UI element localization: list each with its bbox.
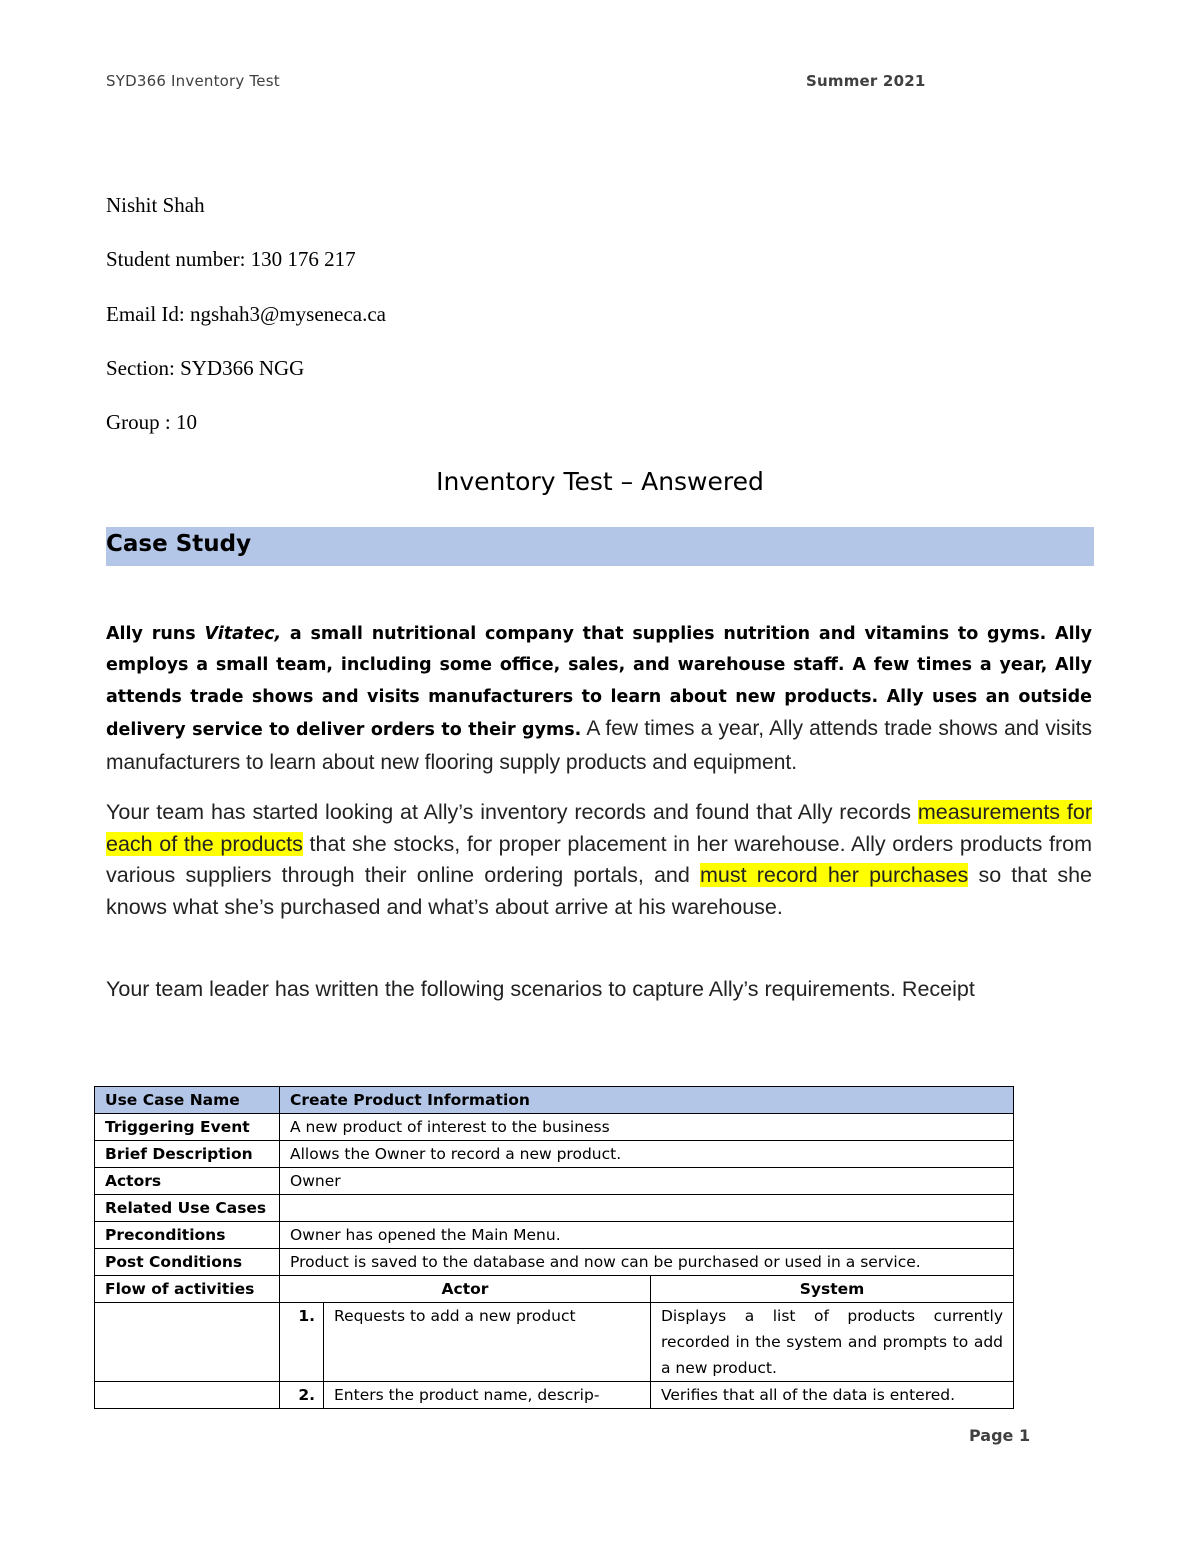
row-label: Preconditions — [95, 1222, 280, 1249]
case-study-paragraph-3: Your team leader has written the following scenarios to capture Ally’s requirements. Receipt — [106, 977, 975, 1001]
step-system: Verifies that all of the data is entered. — [651, 1382, 1014, 1409]
table-row — [95, 1249, 1014, 1276]
table-row — [95, 1195, 1014, 1222]
section-heading: Case Study — [106, 531, 252, 557]
row-value: Product is saved to the database and now can be purchased or used in a service. — [280, 1249, 1014, 1276]
header-term: Summer 2021 — [806, 72, 926, 90]
use-case-table — [94, 1086, 1014, 1409]
p2-text-3: so that she knows what she’s purchased and what’s about arrive at his warehouse. — [106, 863, 1092, 919]
p2-highlight-2: must record her purchases — [700, 863, 969, 887]
row-label: Post Conditions — [95, 1249, 280, 1276]
system-header: System — [651, 1276, 1014, 1303]
use-case-name-label: Use Case Name — [95, 1087, 280, 1114]
header-course-title: SYD366 Inventory Test — [106, 72, 280, 90]
step-number: 1. — [280, 1303, 324, 1382]
row-value: Allows the Owner to record a new product. — [280, 1141, 1014, 1168]
document-title: Inventory Test – Answered — [436, 467, 764, 496]
flow-step-spacer — [95, 1382, 280, 1409]
section-heading-band — [106, 527, 1094, 566]
actor-header: Actor — [280, 1276, 651, 1303]
use-case-name-row — [95, 1087, 1014, 1114]
student-section: Section: SYD366 NGG — [106, 356, 305, 380]
row-label: Related Use Cases — [95, 1195, 280, 1222]
flow-header-row — [95, 1276, 1014, 1303]
row-value: A new product of interest to the business — [280, 1114, 1014, 1141]
step-actor: Enters the product name, descrip- — [324, 1382, 651, 1409]
table-row — [95, 1114, 1014, 1141]
student-group: Group : 10 — [106, 410, 197, 434]
table-row — [95, 1168, 1014, 1195]
page-number: Page 1 — [969, 1426, 1031, 1445]
case-study-paragraph-2 — [106, 797, 1092, 923]
row-value: Owner has opened the Main Menu. — [280, 1222, 1014, 1249]
p2-text-1: Your team has started looking at Ally’s inventory records and found that Ally records — [106, 800, 918, 824]
flow-label: Flow of activities — [95, 1276, 280, 1303]
student-number: Student number: 130 176 217 — [106, 247, 356, 271]
flow-step-row — [95, 1303, 1014, 1382]
row-label: Brief Description — [95, 1141, 280, 1168]
student-name: Nishit Shah — [106, 193, 205, 217]
row-value — [280, 1195, 1014, 1222]
row-label: Triggering Event — [95, 1114, 280, 1141]
flow-step-spacer — [95, 1303, 280, 1382]
step-actor: Requests to add a new product — [324, 1303, 651, 1382]
p2-highlight-1: measurements for each of the products — [106, 800, 1092, 856]
step-system: Displays a list of products currently recorded in the system and prompts to add a new product. — [651, 1303, 1014, 1382]
p1-bold-1: Ally runs — [106, 624, 205, 644]
p2-text-2: that she stocks, for proper placement in her warehouse. Ally orders products from various suppliers through their online ordering portals, and — [106, 831, 1092, 887]
use-case-name-value: Create Product Information — [280, 1087, 1014, 1114]
row-label: Actors — [95, 1168, 280, 1195]
p1-regular: A few times a year, Ally attends trade shows and visits manufacturers to learn about new flooring supply products and equipment. — [106, 717, 1092, 774]
step-number: 2. — [280, 1382, 324, 1409]
table-row — [95, 1141, 1014, 1168]
flow-step-row — [95, 1382, 1014, 1409]
table-row — [95, 1222, 1014, 1249]
student-email: Email Id: ngshah3@myseneca.ca — [106, 302, 386, 326]
p1-bold-2: a small nutritional company that supplies nutrition and vitamins to gyms. Ally employs a small team, including some office, sales, and warehouse staff. A few times a year, Ally attends trade shows and visits manufacturers to learn about new products. Ally uses an outside delivery service to deliver orders to their gyms. — [106, 624, 1092, 741]
case-study-paragraph-1 — [106, 619, 1092, 780]
row-value: Owner — [280, 1168, 1014, 1195]
p1-company-name: Vitatec, — [204, 624, 282, 644]
